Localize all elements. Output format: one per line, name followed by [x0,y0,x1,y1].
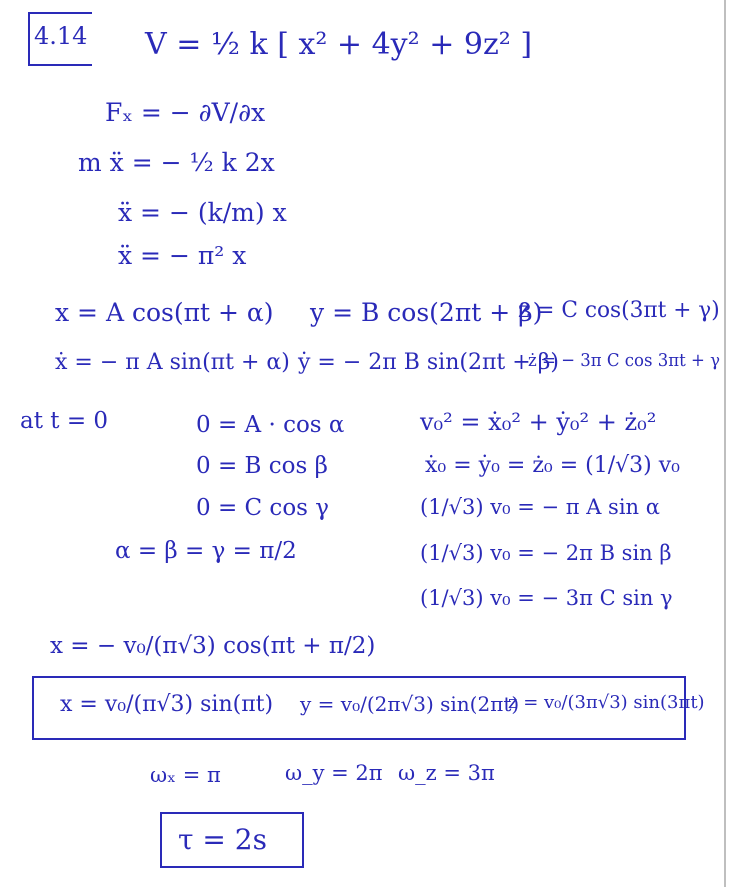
initial-time-label: at t = 0 [20,408,109,434]
answer-y: y = v₀/(2π√3) sin(2πt) [300,692,520,716]
force-equation: Fₓ = − ∂V/∂x [105,98,266,127]
potential-equation: V = ½ k [ x² + 4y² + 9z² ] [145,27,533,62]
phase-result: α = β = γ = π/2 [115,538,297,564]
velocity-x: ẋ = − π A sin(πt + α) [55,350,290,375]
solution-z: z = C cos(3πt + γ) [518,298,720,323]
y-velocity-initial: (1/√3) v₀ = − 2π B sin β [420,541,672,565]
condition-y: 0 = B cos β [196,453,328,479]
eom-k-equation: ẍ = − (k/m) x [118,198,287,227]
answer-z: z = v₀/(3π√3) sin(3πt) [508,692,705,713]
answer-x: x = v₀/(π√3) sin(πt) [60,692,274,717]
solution-y: y = B cos(2πt + β) [310,298,543,327]
velocity-z: ż = − 3π C cos 3πt + γ [528,350,721,371]
speed-squared: v₀² = ẋ₀² + ẏ₀² + ż₀² [420,408,657,436]
newton-equation: m ẍ = − ½ k 2x [78,148,275,177]
z-velocity-initial: (1/√3) v₀ = − 3π C sin γ [420,586,673,610]
condition-x: 0 = A · cos α [196,412,345,438]
condition-z: 0 = C cos γ [196,495,330,521]
omega-z: ω_z = 3π [398,761,495,785]
solution-x: x = A cos(πt + α) [55,298,274,327]
equal-components: ẋ₀ = ẏ₀ = ż₀ = (1/√3) v₀ [425,453,680,478]
x-cosine-form: x = − v₀/(π√3) cos(πt + π/2) [50,633,376,659]
omega-y: ω_y = 2π [285,761,383,785]
x-velocity-initial: (1/√3) v₀ = − π A sin α [420,495,660,519]
scan-edge [724,0,726,887]
problem-number: 4.14 [34,22,88,50]
omega-x: ωₓ = π [150,763,221,787]
velocity-y: ẏ = − 2π B sin(2πt + β) [298,350,559,375]
period-answer: τ = 2s [178,823,267,856]
eom-pi-equation: ẍ = − π² x [118,241,247,270]
